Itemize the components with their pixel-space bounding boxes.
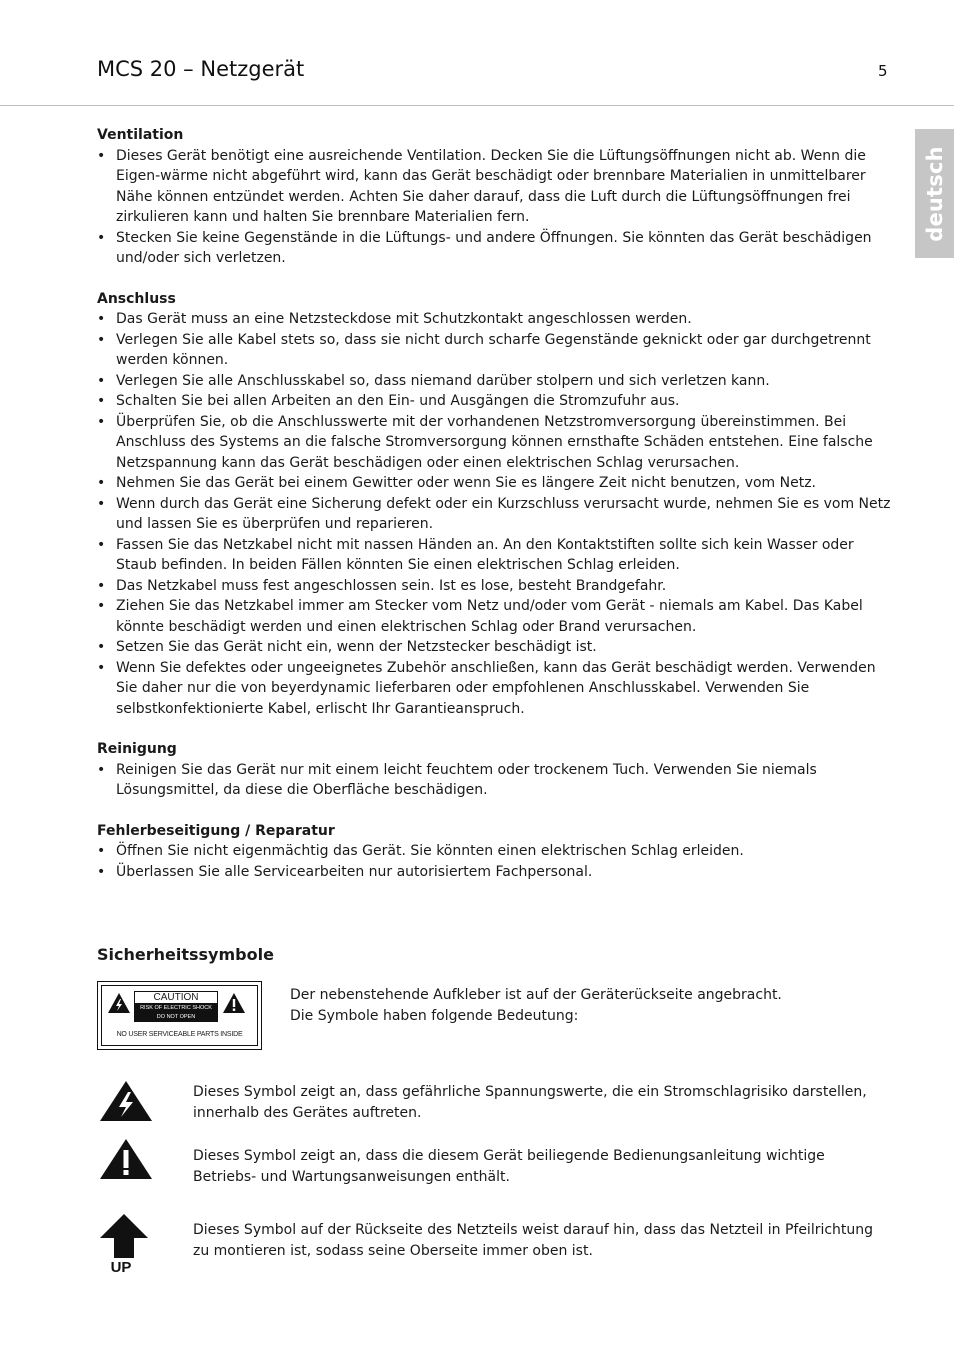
page-number: 5 xyxy=(878,62,888,80)
list-item: • Das Gerät muss an eine Netzsteckdose mit Schutzkontakt angeschlossen werden. xyxy=(97,309,892,330)
list-item: • Überlassen Sie alle Servicearbeiten nur autorisiertem Fachpersonal. xyxy=(97,862,892,883)
exclamation-warning-icon xyxy=(222,992,246,1014)
bullet-list xyxy=(97,309,892,719)
header-divider xyxy=(0,105,954,106)
caution-risk-line: RISK OF ELECTRIC SHOCK xyxy=(140,1005,212,1011)
caution-sticker xyxy=(97,981,262,1050)
caution-footer: NO USER SERVICEABLE PARTS INSIDE xyxy=(116,1031,243,1038)
list-item: • Stecken Sie keine Gegenstände in die Lüftungs- und andere Öffnungen. Sie könnten das Gerät beschädigen und/oder sich verletzen. xyxy=(97,228,892,269)
bullet-list xyxy=(97,146,892,269)
section-heading: Ventilation xyxy=(97,127,184,143)
list-item: • Reinigen Sie das Gerät nur mit einem leicht feuchtem oder trockenem Tuch. Verwenden Sie niemals Lösungsmittel, da diese die Oberfläche beschädigen. xyxy=(97,760,892,801)
lightning-warning-icon xyxy=(99,1080,153,1122)
up-label: UP xyxy=(110,1259,132,1274)
section-heading: Reinigung xyxy=(97,741,177,757)
section-ventilation xyxy=(97,125,892,269)
section-heading: Anschluss xyxy=(97,290,176,307)
list-item: • Wenn durch das Gerät eine Sicherung defekt oder ein Kurzschluss verursacht wurde, nehmen Sie es vom Netz und lassen Sie es überprüfen und reparieren. xyxy=(97,494,892,535)
section-reinigung xyxy=(97,739,892,801)
caution-risk-box xyxy=(134,1004,218,1022)
list-item: • Dieses Gerät benötigt eine ausreichende Ventilation. Decken Sie die Lüftungsöffnungen nicht ab. Wenn die Eigen-wärme nicht abgeführt wird, kann das Gerät beschädigt oder brennbare Materialien in unmittelbarer Nähe können entzündet werden. Achten Sie daher darauf, dass die Luft durch die Lüftungsöffnungen frei zirkulieren kann und halten Sie brennbare Materialien fern. xyxy=(97,146,892,228)
language-tab xyxy=(915,129,954,258)
exclamation-warning-icon xyxy=(99,1138,153,1180)
section-heading: Fehlerbeseitigung / Reparatur xyxy=(97,822,335,839)
list-item: • Überprüfen Sie, ob die Anschlusswerte mit der vorhandenen Netzstromversorgung übereinstimmen. Bei Anschluss des Systems an die falsche Stromversorgung können ernsthafte Schäden entstehen. Eine falsche Netzspannung kann das Gerät beschädigen oder einen elektrischen Schlag verursachen. xyxy=(97,412,892,474)
bullet-list xyxy=(97,760,892,801)
list-item: • Öffnen Sie nicht eigenmächtig das Gerät. Sie könnten einen elektrischen Schlag erleiden. xyxy=(97,841,892,862)
list-item: • Ziehen Sie das Netzkabel immer am Stecker vom Netz und/oder vom Gerät - niemals am Kabel. Das Kabel könnte beschädigt werden und einen elektrischen Schlag oder Brand verursachen. xyxy=(97,596,892,637)
safety-instructions xyxy=(97,125,892,902)
bullet-list xyxy=(97,841,892,882)
symbol-description: Dieses Symbol auf der Rückseite des Netzteils weist darauf hin, dass das Netzteil in Pfeilrichtung zu montieren ist, sodass seine Oberseite immer oben ist. xyxy=(193,1222,874,1259)
list-item: • Verlegen Sie alle Anschlusskabel so, dass niemand darüber stolpern und sich verletzen kann. xyxy=(97,371,892,392)
section-anschluss xyxy=(97,289,892,720)
symbol-description: Dieses Symbol zeigt an, dass die diesem Gerät beiliegende Bedienungsanleitung wichtige Betriebs- und Wartungsanweisungen enthält. xyxy=(193,1148,825,1185)
lightning-warning-icon xyxy=(107,992,131,1014)
list-item: • Nehmen Sie das Gerät bei einem Gewitter oder wenn Sie es längere Zeit nicht benutzen, vom Netz. xyxy=(97,473,892,494)
list-item: • Das Netzkabel muss fest angeschlossen sein. Ist es lose, besteht Brandgefahr. xyxy=(97,576,892,597)
caution-description-line: Die Symbole haben folgende Bedeutung: xyxy=(290,1007,579,1024)
symbol-description: Dieses Symbol zeigt an, dass gefährliche Spannungswerte, die ein Stromschlagrisiko darstellen, innerhalb des Gerätes auftreten. xyxy=(193,1084,867,1121)
caution-description xyxy=(290,985,782,1026)
list-item: • Setzen Sie das Gerät nicht ein, wenn der Netzstecker beschädigt ist. xyxy=(97,637,892,658)
list-item: • Wenn Sie defektes oder ungeeignetes Zubehör anschließen, kann das Gerät beschädigt werden. Verwenden Sie daher nur die von beyerdynamic lieferbaren oder empfohlenen Anschlusskabel. Verwenden Sie selbstkonfektionierte Kabel, erlischt Ihr Garantieanspruch. xyxy=(97,658,892,720)
list-item: • Schalten Sie bei allen Arbeiten an den Ein- und Ausgängen die Stromzufuhr aus. xyxy=(97,391,892,412)
safety-symbols-heading: Sicherheitssymbole xyxy=(97,945,274,964)
language-tab-label: deutsch xyxy=(922,145,947,242)
document-title: MCS 20 – Netzgerät xyxy=(97,57,305,81)
caution-description-line: Der nebenstehende Aufkleber ist auf der Geräterückseite angebracht. xyxy=(290,987,782,1003)
up-arrow-icon xyxy=(97,1212,151,1274)
caution-risk-line: DO NOT OPEN xyxy=(156,1013,196,1020)
section-fehlerbeseitigung xyxy=(97,821,892,883)
list-item: • Fassen Sie das Netzkabel nicht mit nassen Händen an. An den Kontaktstiften sollte sich kein Wasser oder Staub befinden. In beiden Fällen könnten Sie einen elektrischen Schlag erleiden. xyxy=(97,535,892,576)
caution-title: CAUTION xyxy=(134,991,218,1004)
list-item: • Verlegen Sie alle Kabel stets so, dass sie nicht durch scharfe Gegenstände geknickt oder gar durchgetrennt werden können. xyxy=(97,330,892,371)
